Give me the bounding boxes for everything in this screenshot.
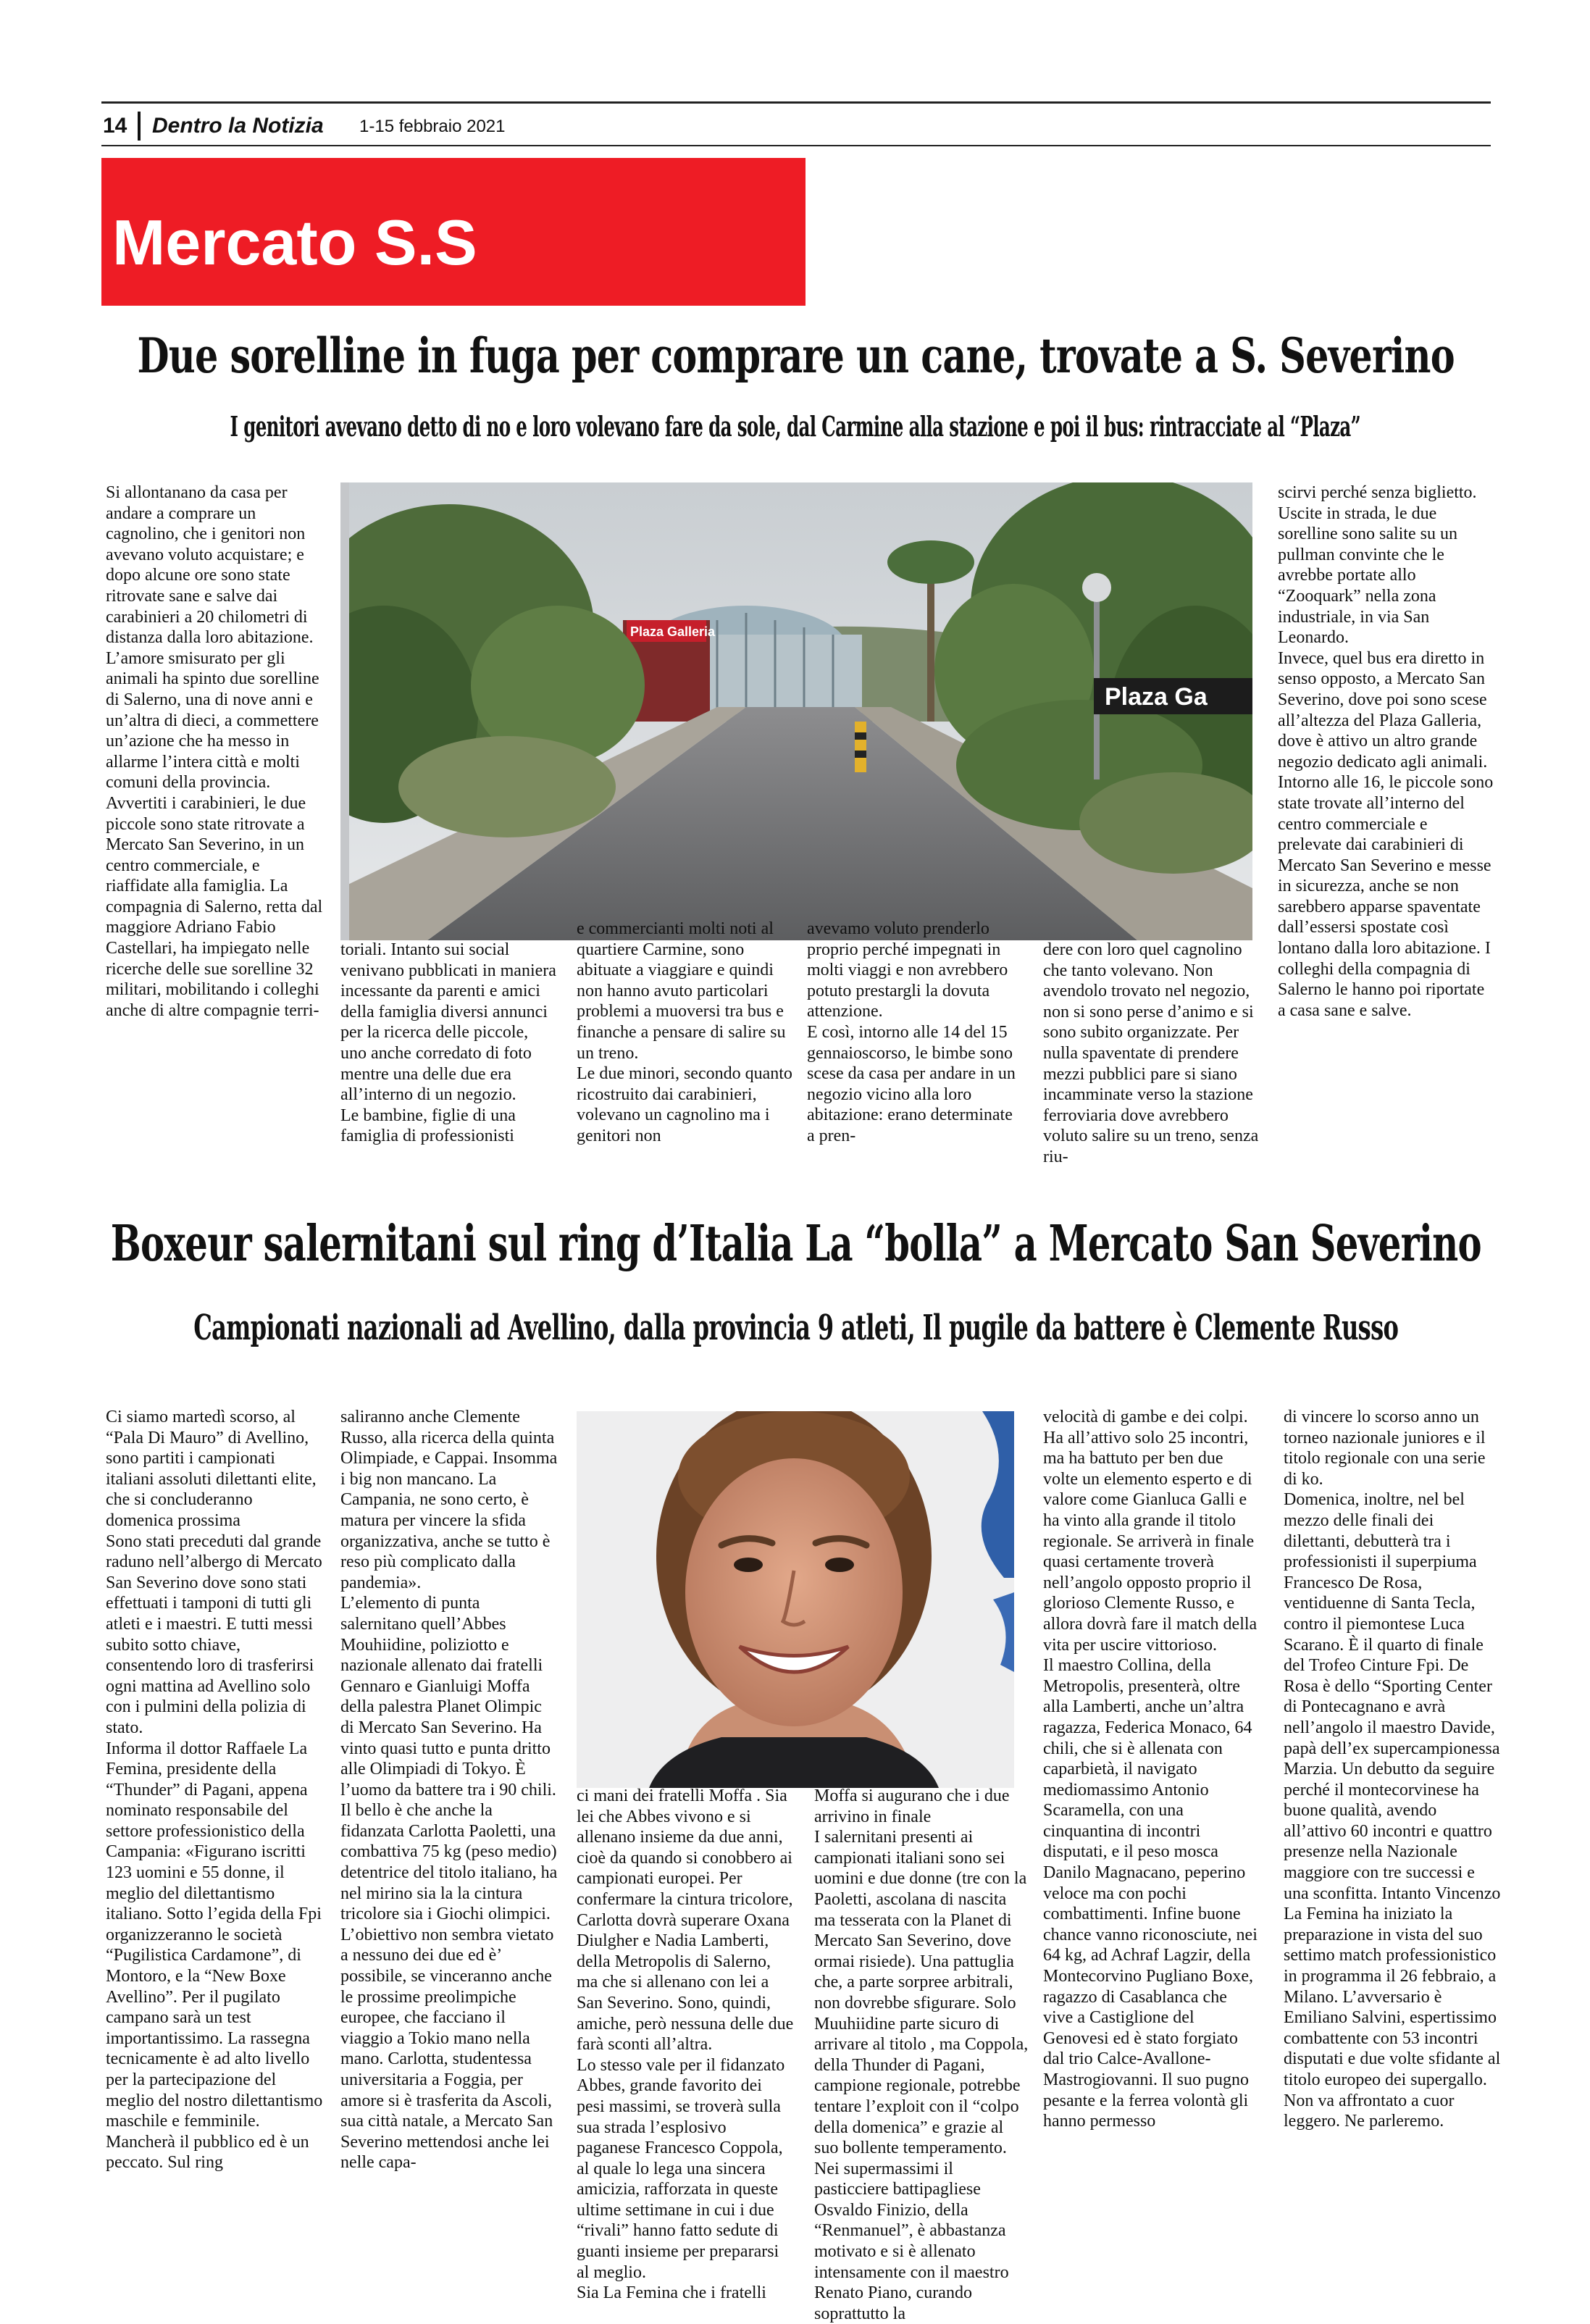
article2-column-2: saliranno anche Clemente Russo, alla ricerca della quinta Olimpiade, e Cappai. Insomma i big non mancano. La Campania, ne sono certo, è matura per vincere la sfida organizzativa, anche se tutto è reso più complicato dalla pandemia». L’elemento di punta salernitano quell’Abbes Mouhiidine, poliziotto e nazionale allenato dai fratelli Gennaro e Gianluigi Moffa della palestra Planet Olimpic di Mercato San Severino. Ha vinto quasi tutto e punta dritto alle Olimpiadi di Tokyo. È l’uomo da battere tra i 90 chili. Il bello è che anche la fidanzata Carlotta Paoletti, una combattiva 75 kg (peso medio) detentrice del titolo italiano, ha nel mirino sia la la cintura tricolore sia i Giochi olimpici. L’obiettivo non sembra vietato a nessuno dei due ed è’ possibile, se vinceranno anche le prossime preolimpiche europee, che facciano il viaggio a Tokio mano nella mano. Carlotta, studentessa universitaria a Foggia, per amore si è trasferita da Ascoli, sua città natale, a Mercato San Severino mettendosi anche lei nelle capa- — [340, 1408, 558, 2173]
article2-column-1: Ci siamo martedì scorso, al “Pala Di Mauro” di Avellino, sono partiti i campionati italiani assoluti dilettanti elite, che si concluderanno domenica prossima Sono stati preceduti dal grande raduno nell’albergo di Mercato San Severino dove sono stati effettuati i tamponi di tutti gli atleti e i maestri. E tutti messi subito sotto chiave, consentendo loro di trasferirsi ogni mattina ad Avellino solo con i pulmini della polizia di stato. Informa il dottor Raffaele La Femina, presidente della “Thunder” di Pagani, appena nominato responsabile del settore professionistico della Campania: «Figurano iscritti 123 uomini e 55 donne, il meglio del dilettantismo italiano. Sotto l’egida della Fpi organizzeranno le società “Pugilistica Cardamone”, di Montoro, e la “New Boxe Avellino”. Per il pugilato campano sarà un test importantissimo. La rassegna tecnicamente è ad alto livello per la partecipazione del meglio del nostro dilettantismo maschile e femminile. Mancherà il pubblico ed è un peccato. Sul ring — [106, 1408, 323, 2173]
article2-column-5: velocità di gambe e dei colpi. Ha all’attivo solo 25 incontri, ma ha battuto per ben due volte un elemento esperto e di valore come Gianluca Galli e ha vinto alla grande il titolo regionale. Se arriverà in finale quasi certamente troverà nell’angolo opposto proprio il glorioso Clemente Russo, e allora dovrà fare il match della vita per uscire vittorioso. Il maestro Collina, della Metropolis, presenterà, oltre alla Lamberti, anche un’altra ragazza, Federica Monaco, 64 chili, che si è allenata con caparbietà, il navigato mediomassimo Antonio Scaramella, con una cinquantina di incontri disputati, e il peso mosca Danilo Magnacano, peperino veloce ma con pochi combattimenti. Infine buone chance vanno riconosciute, nei 64 kg, ad Achraf Lagzir, della Montecorvino Pugliano Boxe, ragazzo di Casablanca che vive a Castiglione del Genovesi ed è stato forgiato dal trio Calce-Avallone-Mastrogiovanni. Il suo pugno pesante e la ferrea volontà gli hanno permesso — [1043, 1408, 1258, 2131]
issue-date: 1-15 febbraio 2021 — [359, 117, 506, 136]
section-title: Mercato S.S — [112, 206, 477, 278]
article2-column-6: di vincere lo scorso anno un torneo nazionale juniores e il titolo regionale con una serie di ko. Domenica, inoltre, nel bel mezzo delle finali dei dilettanti, debutterà tra i professionisti il superpiuma Francesco De Rosa, ventiduenne di Santa Tecla, contro il piemontese Luca Scarano. È il quarto di finale del Trofeo Cinture Fpi. De Rosa è dello “Sporting Center di Pontecagnano e avrà nell’angolo il maestro Davide, papà dell’ex supercampionessa Marzia. Un debutto da seguire perché il montecorvinese ha buone qualità, avendo all’attivo 60 incontri e quattro presenze nella Nazionale maggiore con tre successi e una sconfitta. Intanto Vincenzo La Femina ha iniziato la preparazione in vista del suo settimo match professionistico in programma il 26 febbraio, a Milano. L’avversario è Emiliano Salvini, espertissimo combattente con 53 incontri disputati e due volte sfidante al titolo europeo dei supergallo. Non va affrontato a cuor leggero. Ne parleremo. — [1284, 1408, 1501, 2131]
article1-column-3: e commercianti molti noti al quartiere Carmine, sono abituate a viaggiare e quindi non hanno avuto particolari problemi a muoversi tra bus e finanche a pensare di salire su un treno. Le due minori, secondo quanto ricostruito dai carabinieri, volevano un cagnolino ma i genitori non — [577, 919, 792, 1145]
article1-column-6: scirvi perché senza biglietto. Uscite in strada, le due sorelline sono salite su un pullman convinte che le avrebbe portate allo “Zooquark” nella zona industriale, in via San Leonardo. Invece, quel bus era diretto in senso opposto, a Mercato San Severino, dove poi sono scese all’altezza del Plaza Galleria, dove è attivo un altro grande negozio dedicato agli animali. Intorno alle 16, le piccole sono state trovate all’interno del centro commerciale e prelevate dai carabinieri di Mercato San Severino e messe in sicurezza, anche se non sarebbero apparse spaventate dall’essersi spostate così lontano dalla loro abitazione. I colleghi della compagnia di Salerno le hanno poi riportate a casa sane e salve. — [1278, 483, 1494, 1020]
header-divider — [138, 112, 141, 141]
page-number: 14 — [103, 114, 127, 138]
article1-photo — [340, 482, 1252, 940]
article1-subheadline: I genitori avevano detto di no e loro volevano fare da sole, dal Carmine alla stazione e poi il bus: rintracciate al “Plaza” — [230, 410, 1361, 443]
publication-name: Dentro la Notizia — [152, 114, 324, 138]
article1-column-2: toriali. Intanto sui social venivano pubblicati in maniera incessante da parenti e amici della famiglia diversi annunci per la ricerca delle piccole, uno anche corredato di foto mentre una delle due era all’interno di un negozio. Le bambine, figlie di una famiglia di professionisti — [340, 940, 556, 1146]
article2-column-4: Moffa si augurano che i due arrivino in finale I salernitani presenti ai campionati italiani sono sei uomini e due donne (tre con la Paoletti, ascolana di nascita ma tesserata con la Planet di Mercato San Severino, dove ormai risiede). Una pattuglia che, a parte sorpree arbitrali, non dovrebbe sfigurare. Solo Muuhiidine parte sicuro di arrivare al titolo , ma Coppola, della Thunder di Pagani, campione regionale, potrebbe tentare l’exploit con il “colpo della domenica” e grazie al suo bollente temperamento. Nei supermassimi il pasticciere battipagliese Osvaldo Finizio, della “Renmanuel”, è abbastanza motivato e si è allenato intensamente con il maestro Renato Piano, curando soprattutto la — [814, 1786, 1029, 2323]
article1-column-5: dere con loro quel cagnolino che tanto volevano. Non avendolo trovato nel negozio, non si sono perse d’animo e si sono subito organizzate. Per nulla spaventate di prendere mezzi pubblici pare si siano incamminate verso la stazione ferroviaria dove avrebbero voluto salire su un treno, senza riu- — [1043, 940, 1259, 1166]
photo-sign-text-2: Plaza Ga — [1105, 683, 1208, 711]
photo-sign-text: Plaza Galleria — [630, 624, 716, 639]
boxer-portrait-photo — [577, 1411, 1014, 1788]
article1-column-1: Si allontanano da casa per andare a comprare un cagnolino, che i genitori non avevano voluto acquistare; e dopo alcune ore sono state ritrovate sane e salve dai carabinieri a 20 chilometri di distanza dalla loro abitazione. L’amore smisurato per gli animali ha spinto due sorelline di Salerno, una di nove anni e un’altra di dieci, a commettere un’azione che ha messo in allarme l’intera città e molti comuni della provincia. Avvertiti i carabinieri, le due piccole sono state ritrovate a Mercato San Severino, in un centro commerciale, e riaffidate alla famiglia. La compagnia di Salerno, retta dal maggiore Adriano Fabio Castellari, ha impiegato nelle ricerche delle sue sorelline 32 militari, mobilitando i colleghi anche di altre compagnie terri- — [106, 483, 323, 1020]
article2-headline: Boxeur salernitani sul ring d’Italia La “bolla” a Mercato San Severino — [110, 1215, 1481, 1273]
top-rule — [101, 101, 1491, 104]
article2-photo — [577, 1411, 1014, 1788]
article2-column-3: ci mani dei fratelli Moffa . Sia lei che Abbes vivono e si allenano insieme da due anni, cioè da quando si conobbero ai campionati europei. Per confermare la cintura tricolore, Carlotta dovrà superare Oxana Diulgher e Nadia Lamberti, della Metropolis di Salerno, ma che si allenano con lei a San Severino. Sono, quindi, amiche, però nessuna delle due farà sconti all’altra. Lo stesso vale per il fidanzato Abbes, grande favorito dei pesi massimi, se troverà sulla sua strada l’esplosivo paganese Francesco Coppola, al quale lo lega una sincera amicizia, rafforzata in queste ultime settimane in cui i due “rivali” hanno fatto sedute di guanti insieme per prepararsi al meglio. Sia La Femina che i fratelli — [577, 1786, 794, 2303]
plaza-street-photo — [340, 482, 1252, 940]
article2-subheadline: Campionati nazionali ad Avellino, dalla provincia 9 atleti, Il pugile da battere è Clemente Russo — [193, 1308, 1399, 1348]
article1-headline: Due sorelline in fuga per comprare un cane, trovate a S. Severino — [137, 327, 1455, 384]
header-rule — [101, 145, 1491, 146]
article1-column-4: avevamo voluto prenderlo proprio perché impegnati in molti viaggi e non avrebbero potuto prestargli la dovuta attenzione. E così, intorno alle 14 del 15 gennaioscorso, le bimbe sono scese da casa per andare in un negozio vicino alla loro abitazione: erano determinate a pren- — [807, 919, 1016, 1145]
